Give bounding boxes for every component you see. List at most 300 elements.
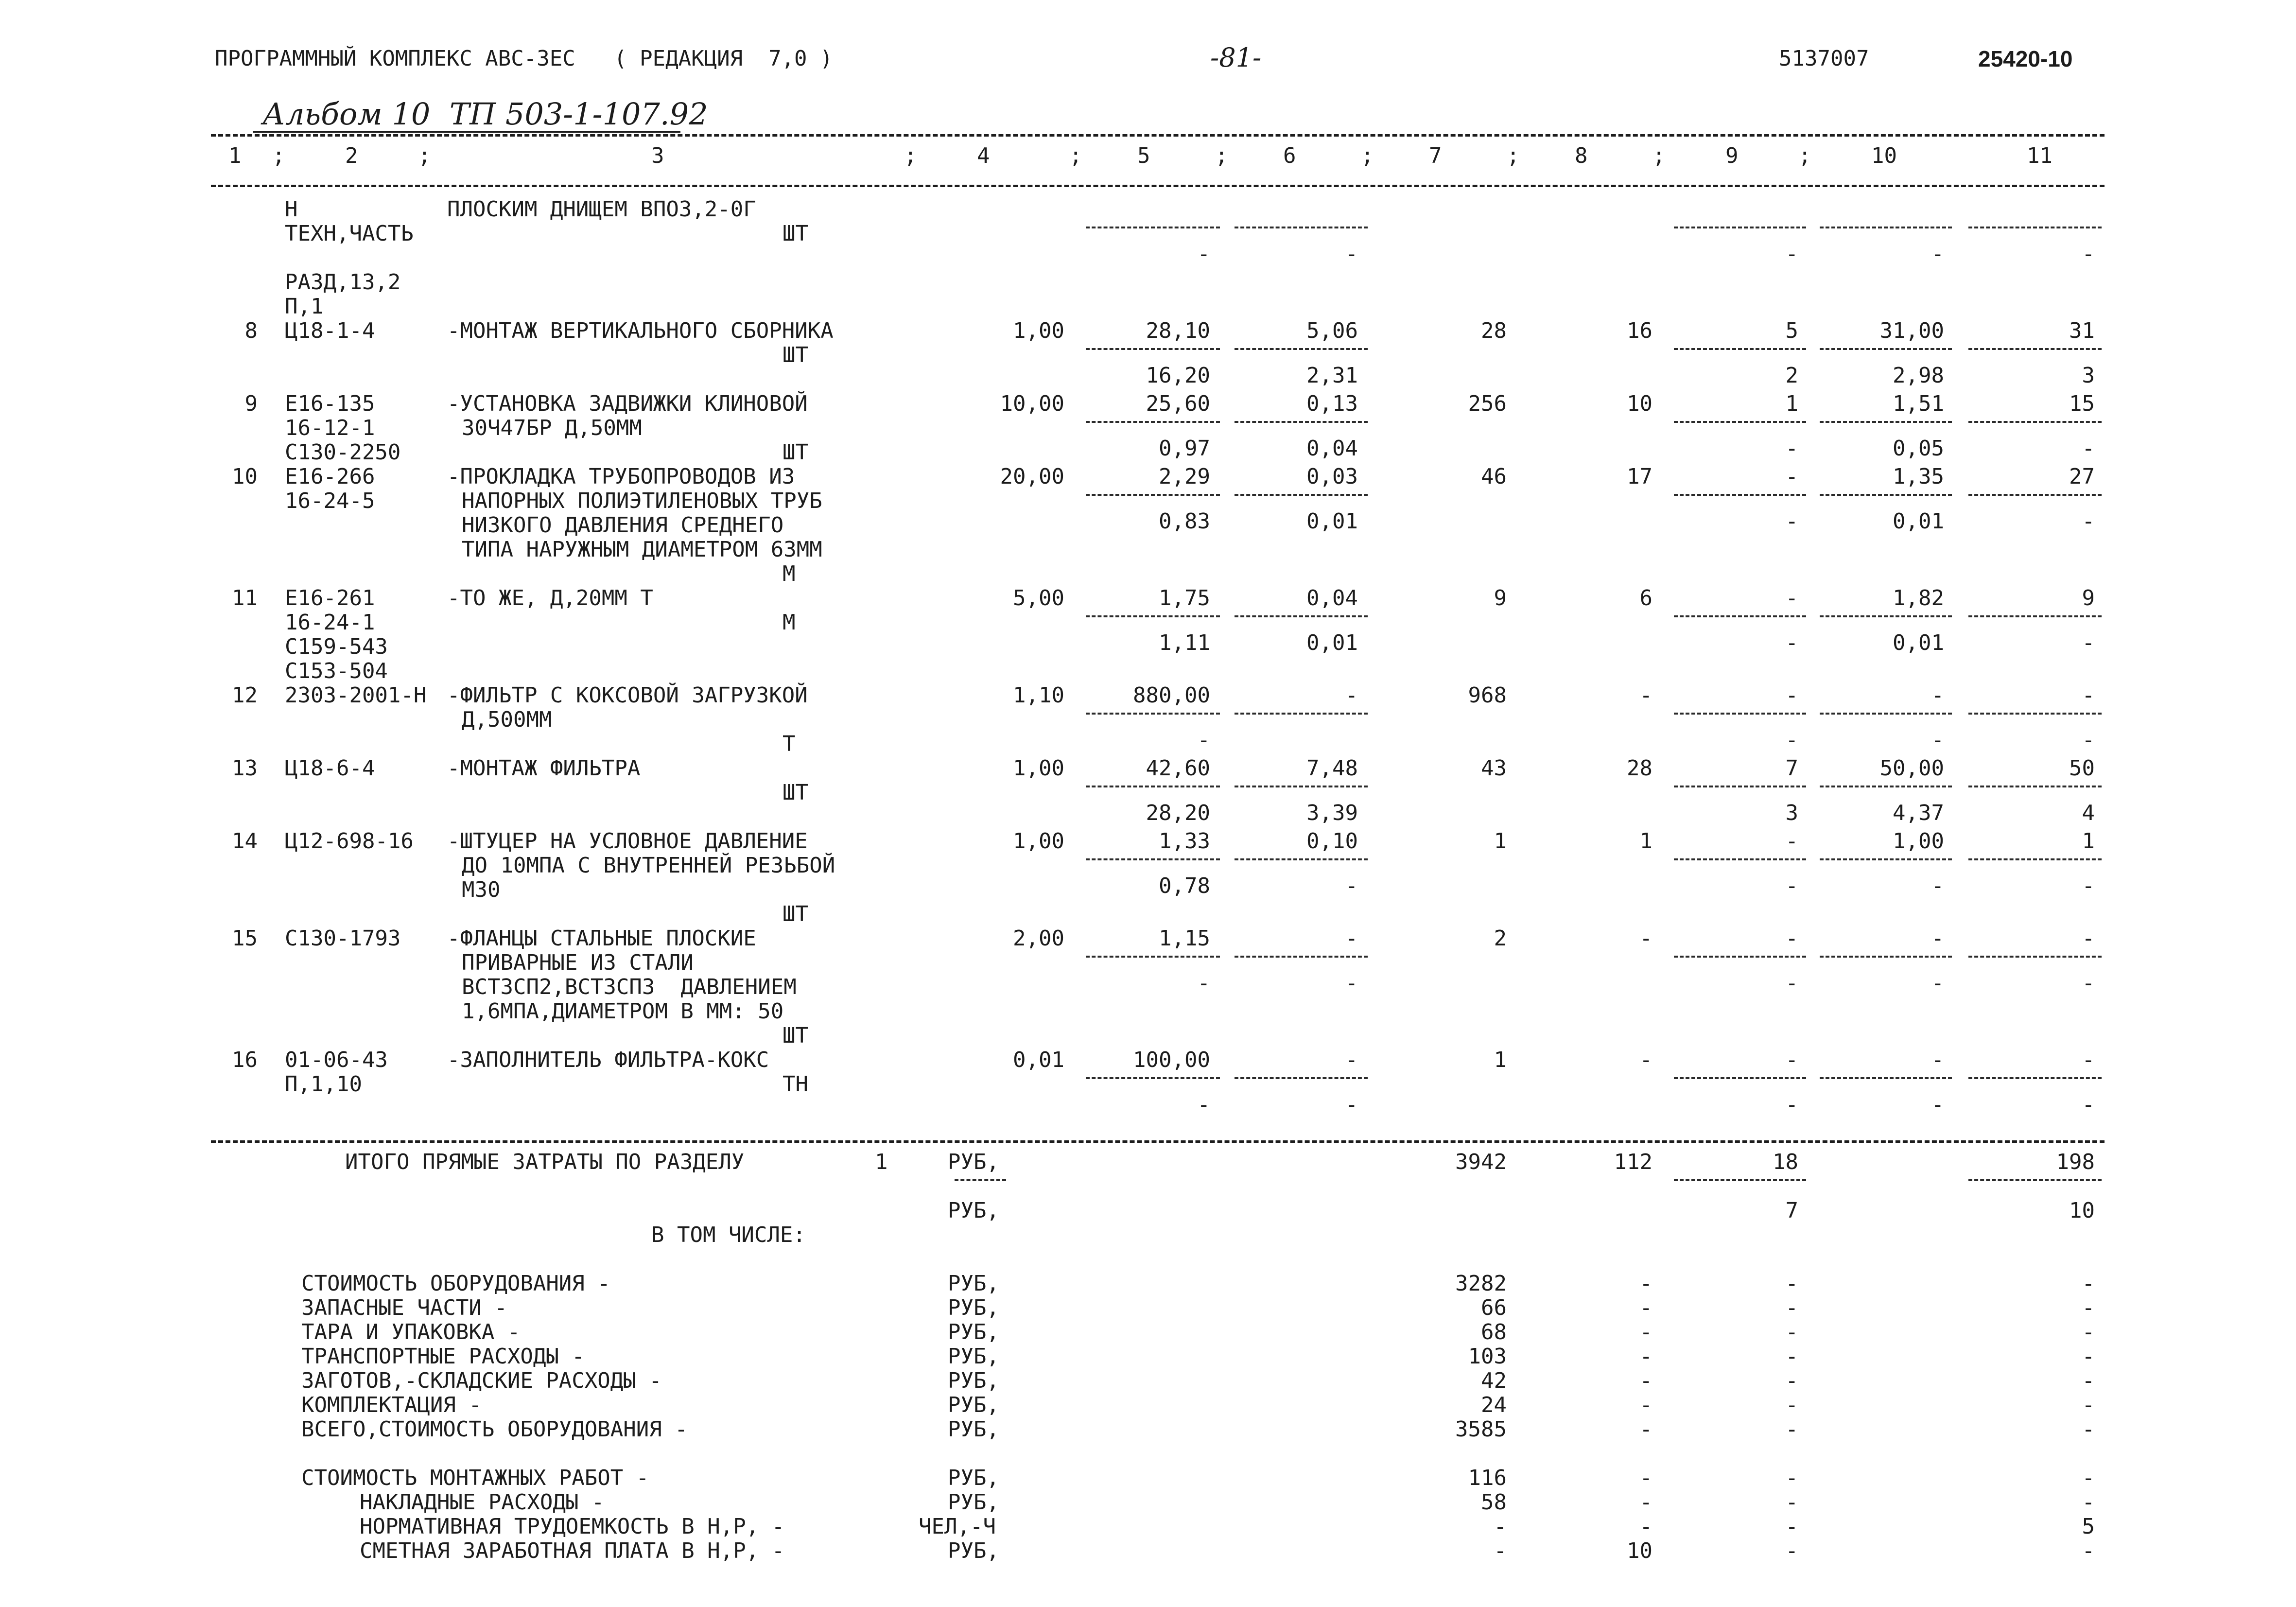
summary-col9: - [1785,1368,1798,1393]
row-col7: 9 [1494,586,1507,611]
row-name: НАПОРНЫХ ПОЛИЭТИЛЕНОВЫХ ТРУБ [462,489,822,513]
row-col6-bottom: 0,01 [1306,509,1358,534]
row-col11-bottom: - [2082,630,2095,655]
row-col10-bottom: 0,01 [1893,630,1944,655]
row-col6-top: 7,48 [1306,756,1358,781]
row-col8: - [1639,926,1652,951]
row-col9-top: 5 [1785,318,1798,343]
summary-col8: - [1639,1344,1652,1369]
column-separator: ; [904,143,917,168]
row-col9-top: - [1785,926,1798,951]
row-quantity: 1,00 [1013,318,1064,343]
row-name: 1,6МПА,ДИАМЕТРОМ В ММ: 50 [462,999,784,1024]
cell-divider-rule [1820,494,1952,496]
row-name: -УСТАНОВКА ЗАДВИЖКИ КЛИНОВОЙ [447,391,808,416]
summary-col8: 10 [1627,1538,1652,1563]
cell-divider-rule [1968,494,2102,496]
row-number: 9 [244,391,258,416]
row-col10-bottom: - [1931,1092,1944,1117]
row-col10-bottom: - [1931,971,1944,996]
row-quantity: 1,00 [1013,829,1064,854]
row-name: -ФИЛЬТР С КОКСОВОЙ ЗАГРУЗКОЙ [447,683,808,708]
cell-divider-rule [1820,858,1952,860]
cell-divider-rule [1235,1077,1368,1079]
totals-title: ИТОГО ПРЯМЫЕ ЗАТРАТЫ ПО РАЗДЕЛУ [345,1150,745,1174]
row-col9-top: 1 [1785,391,1798,416]
row-col8: - [1639,1048,1652,1072]
row-unit: М [783,561,796,586]
summary-col9: - [1785,1538,1798,1563]
row-col7: 1 [1494,829,1507,854]
row-name: -МОНТАЖ ФИЛЬТРА [447,756,641,781]
row-col5-top: 1,33 [1159,829,1210,854]
row-quantity: 2,00 [1013,926,1064,951]
row-code: Е16-261 [285,586,375,611]
summary-col7: 116 [1468,1466,1507,1490]
row-code: ТЕХН,ЧАСТЬ [285,221,414,246]
row-code: 01-06-43 [285,1048,388,1072]
cell-divider-rule [1674,1077,1806,1079]
totals-col11-b: 10 [2069,1198,2095,1223]
summary-col7: 42 [1481,1368,1507,1393]
row-col5-bottom: 16,20 [1146,363,1210,388]
summary-col7: 58 [1481,1490,1507,1515]
row-col6-top: 0,03 [1306,464,1358,489]
summary-unit: РУБ, [948,1320,999,1345]
summary-col9: - [1785,1344,1798,1369]
column-separator: ; [1215,143,1228,168]
album-underline [253,131,680,133]
row-col8: 16 [1627,318,1652,343]
row-code: Ц18-1-4 [285,318,375,343]
row-col11-bottom: - [2082,436,2095,461]
summary-col8: - [1639,1466,1652,1490]
summary-col8: - [1639,1514,1652,1539]
summary-col11: - [2082,1417,2095,1442]
row-col8: 17 [1627,464,1652,489]
totals-unit: РУБ, [948,1150,999,1174]
row-code: 2303-2001-Н [285,683,427,708]
totals-col9: 18 [1773,1150,1798,1174]
cell-divider-rule [1968,956,2102,958]
summary-col11: - [2082,1368,2095,1393]
cell-divider-rule [1235,786,1368,787]
row-col10-top: 1,35 [1893,464,1944,489]
row-col6-bottom: 3,39 [1306,801,1358,825]
summary-label: НАКЛАДНЫЕ РАСХОДЫ - [360,1490,605,1515]
column-number: 4 [977,143,990,168]
row-col9-top: - [1785,586,1798,611]
row-col11-bottom: - [2082,971,2095,996]
row-col9-top: - [1785,829,1798,854]
cell-divider-rule [1086,615,1220,617]
cell-divider-rule [1674,494,1806,496]
summary-col9: - [1785,1417,1798,1442]
row-col6-top: - [1345,926,1358,951]
totals-col7: 3942 [1455,1150,1507,1174]
row-col9-top: - [1785,464,1798,489]
cell-divider-rule [1968,227,2102,228]
cell-divider-rule [1820,615,1952,617]
row-name: ПРИВАРНЫЕ ИЗ СТАЛИ [462,950,694,975]
row-col5-bottom: - [1197,971,1210,996]
summary-label: СТОИМОСТЬ ОБОРУДОВАНИЯ - [301,1271,610,1296]
row-col11-top: 1 [2082,829,2095,854]
column-separator: ; [418,143,431,168]
summary-unit: РУБ, [948,1417,999,1442]
cell-divider-rule [1235,421,1368,423]
row-code: С159-543 [285,634,388,659]
totals-col11-rule [1968,1179,2102,1181]
row-col11-bottom: - [2082,873,2095,898]
cell-divider-rule [1968,615,2102,617]
column-number: 6 [1283,143,1296,168]
row-col10-top: 50,00 [1879,756,1944,781]
summary-col11: - [2082,1320,2095,1345]
summary-col11: 5 [2082,1514,2095,1539]
summary-col8: - [1639,1368,1652,1393]
summary-col9: - [1785,1466,1798,1490]
header-bottom-rule [211,185,2105,187]
row-col7: 1 [1494,1048,1507,1072]
row-quantity: 10,00 [1000,391,1064,416]
cell-divider-rule [1820,786,1952,787]
cell-divider-rule [1674,956,1806,958]
row-col10-bottom: 0,01 [1893,509,1944,534]
column-number: 2 [345,143,358,168]
cell-divider-rule [1235,615,1368,617]
cell-divider-rule [1086,421,1220,423]
row-unit: ТН [783,1072,808,1097]
row-code: РАЗД,13,2 [285,270,401,295]
column-separator: ; [1798,143,1811,168]
row-col5-bottom: - [1197,1092,1210,1117]
column-number: 9 [1725,143,1739,168]
row-name: ТИПА НАРУЖНЫМ ДИАМЕТРОМ 63ММ [462,537,822,562]
row-col9-bottom: - [1785,630,1798,655]
row-col11-top: - [2082,1048,2095,1072]
row-col6-bottom: - [1345,971,1358,996]
summary-col9: - [1785,1271,1798,1296]
row-col8: 10 [1627,391,1652,416]
row-col6-bottom: - [1345,1092,1358,1117]
column-number: 1 [228,143,242,168]
cell-divider-rule [1674,348,1806,350]
totals-col8: 112 [1614,1150,1652,1174]
row-col9-bottom: - [1785,436,1798,461]
row-col10-bottom: 2,98 [1893,363,1944,388]
row-col11-top: - [2082,683,2095,708]
summary-label: ТРАНСПОРТНЫЕ РАСХОДЫ - [301,1344,585,1369]
row-name: -ШТУЦЕР НА УСЛОВНОЕ ДАВЛЕНИЕ [447,829,808,854]
column-separator: ; [1361,143,1374,168]
row-col6-top: 0,13 [1306,391,1358,416]
cell-divider-rule [1968,1077,2102,1079]
totals-col9-b: 7 [1785,1198,1798,1223]
row-number: 16 [232,1048,258,1072]
row-name: ПЛОСКИМ ДНИЩЕМ ВПО3,2-0Г [447,197,756,222]
summary-label: ЗАПАСНЫЕ ЧАСТИ - [301,1295,507,1320]
row-col11-top: 27 [2069,464,2095,489]
row-code: Н [285,197,298,222]
summary-col7: 68 [1481,1320,1507,1345]
row-col10-bottom: - [1931,728,1944,752]
row-col8: - [1639,683,1652,708]
row-col5-bottom: 1,11 [1159,630,1210,655]
row-quantity: 1,00 [1013,756,1064,781]
row-col11-bottom: - [2082,242,2095,266]
summary-col8: - [1639,1271,1652,1296]
cell-divider-rule [1968,713,2102,715]
row-col6-top: 0,10 [1306,829,1358,854]
summary-unit: РУБ, [948,1368,999,1393]
cell-divider-rule [1674,421,1806,423]
cell-divider-rule [1235,858,1368,860]
row-quantity: 20,00 [1000,464,1064,489]
header-top-rule [211,134,2105,137]
row-unit: ШТ [783,780,808,805]
column-number: 3 [651,143,664,168]
row-col11-top: - [2082,926,2095,951]
cell-divider-rule [1674,615,1806,617]
summary-col8: - [1639,1320,1652,1345]
row-quantity: 1,10 [1013,683,1064,708]
row-col9-bottom: - [1785,1092,1798,1117]
row-name: НИЗКОГО ДАВЛЕНИЯ СРЕДНЕГО [462,513,784,538]
column-number: 10 [1871,143,1897,168]
row-col9-bottom: - [1785,728,1798,752]
row-col5-bottom: 0,78 [1159,873,1210,898]
row-col9-bottom: - [1785,873,1798,898]
row-code: С130-1793 [285,926,401,951]
column-number: 8 [1575,143,1588,168]
row-col10-bottom: 4,37 [1893,801,1944,825]
summary-label: СМЕТНАЯ ЗАРАБОТНАЯ ПЛАТА В Н,Р, - [360,1538,785,1563]
row-name: -ТО ЖЕ, Д,20ММ Т [447,586,653,611]
summary-col11: - [2082,1466,2095,1490]
totals-col11: 198 [2056,1150,2095,1174]
row-number: 8 [244,318,258,343]
row-name: -ФЛАНЦЫ СТАЛЬНЫЕ ПЛОСКИЕ [447,926,756,951]
summary-label: ЗАГОТОВ,-СКЛАДСКИЕ РАСХОДЫ - [301,1368,662,1393]
row-col11-top: 15 [2069,391,2095,416]
summary-col9: - [1785,1490,1798,1515]
row-col9-top: - [1785,1048,1798,1072]
row-col6-bottom: 2,31 [1306,363,1358,388]
row-col11-top: 9 [2082,586,2095,611]
row-col10-bottom: 0,05 [1893,436,1944,461]
summary-col7: 3282 [1455,1271,1507,1296]
row-col5-top: 2,29 [1159,464,1210,489]
cell-divider-rule [1674,713,1806,715]
cell-divider-rule [1968,786,2102,787]
row-col5-top: 1,75 [1159,586,1210,611]
column-separator: ; [1507,143,1520,168]
row-code: Ц12-698-16 [285,829,414,854]
row-col6-bottom: - [1345,242,1358,266]
totals-section: 1 [875,1150,888,1174]
row-col9-top: 7 [1785,756,1798,781]
row-code: Ц18-6-4 [285,756,375,781]
summary-label: КОМПЛЕКТАЦИЯ - [301,1393,482,1417]
row-code: 16-24-5 [285,489,375,513]
row-code: П,1 [285,294,324,319]
row-col6-top: 0,04 [1306,586,1358,611]
summary-col11: - [2082,1344,2095,1369]
row-col5-bottom: - [1197,242,1210,266]
cell-divider-rule [1235,494,1368,496]
summary-col9: - [1785,1320,1798,1345]
row-col9-bottom: - [1785,509,1798,534]
summary-col7: 24 [1481,1393,1507,1417]
row-col9-bottom: 2 [1785,363,1798,388]
summary-col8: - [1639,1417,1652,1442]
row-col7: 968 [1468,683,1507,708]
summary-label: ТАРА И УПАКОВКА - [301,1320,521,1345]
row-unit: Т [783,732,796,756]
row-col6-bottom: 0,04 [1306,436,1358,461]
row-col11-top: 31 [2069,318,2095,343]
row-number: 15 [232,926,258,951]
summary-unit: РУБ, [948,1466,999,1490]
row-col6-top: - [1345,683,1358,708]
cell-divider-rule [1820,421,1952,423]
row-col5-bottom: 0,97 [1159,436,1210,461]
row-col6-bottom: - [1345,873,1358,898]
row-number: 10 [232,464,258,489]
row-col11-bottom: 4 [2082,801,2095,825]
summary-col7: - [1494,1538,1507,1563]
row-col7: 2 [1494,926,1507,951]
row-col10-top: 1,00 [1893,829,1944,854]
row-unit: ШТ [783,440,808,465]
summary-col7: 103 [1468,1344,1507,1369]
row-col5-top: 25,60 [1146,391,1210,416]
row-number: 11 [232,586,258,611]
cell-divider-rule [1086,227,1220,228]
row-col8: 6 [1639,586,1652,611]
row-col7: 256 [1468,391,1507,416]
row-col10-bottom: - [1931,873,1944,898]
summary-col9: - [1785,1393,1798,1417]
summary-col11: - [2082,1271,2095,1296]
row-code: С153-504 [285,659,388,683]
column-separator: ; [272,143,285,168]
row-col5-top: 28,10 [1146,318,1210,343]
row-col11-bottom: - [2082,509,2095,534]
row-col5-top: 42,60 [1146,756,1210,781]
cell-divider-rule [1820,227,1952,228]
totals-unit-rule [955,1179,1006,1181]
summary-unit: РУБ, [948,1344,999,1369]
cell-divider-rule [1674,227,1806,228]
row-col11-bottom: - [2082,1092,2095,1117]
summary-label: СТОИМОСТЬ МОНТАЖНЫХ РАБОТ - [301,1466,649,1490]
row-col6-bottom: 0,01 [1306,630,1358,655]
row-col10-top: 1,82 [1893,586,1944,611]
row-quantity: 0,01 [1013,1048,1064,1072]
row-col7: 46 [1481,464,1507,489]
row-col10-top: - [1931,683,1944,708]
cell-divider-rule [1235,713,1368,715]
summary-col9: - [1785,1514,1798,1539]
cell-divider-rule [1820,348,1952,350]
row-col10-bottom: - [1931,242,1944,266]
cell-divider-rule [1968,858,2102,860]
cell-divider-rule [1086,348,1220,350]
row-name: М30 [462,877,501,902]
column-separator: ; [1069,143,1082,168]
row-name: -ЗАПОЛНИТЕЛЬ ФИЛЬТРА-КОКС [447,1048,769,1072]
summary-col11: - [2082,1393,2095,1417]
row-col5-top: 100,00 [1133,1048,1210,1072]
row-unit: ШТ [783,343,808,367]
totals-rule [211,1140,2105,1143]
summary-col11: - [2082,1490,2095,1515]
row-col5-top: 880,00 [1133,683,1210,708]
cell-divider-rule [1086,786,1220,787]
row-unit: ШТ [783,1023,808,1048]
document-code: 5137007 [1779,46,1869,71]
summary-col8: - [1639,1490,1652,1515]
row-code: 16-24-1 [285,610,375,635]
row-col9-bottom: - [1785,971,1798,996]
summary-label: ВСЕГО,СТОИМОСТЬ ОБОРУДОВАНИЯ - [301,1417,688,1442]
row-code: С130-2250 [285,440,401,465]
cell-divider-rule [1968,421,2102,423]
row-col5-bottom: 28,20 [1146,801,1210,825]
cell-divider-rule [1235,956,1368,958]
totals-col9-rule [1674,1179,1806,1181]
row-number: 12 [232,683,258,708]
row-col10-top: 31,00 [1879,318,1944,343]
row-number: 14 [232,829,258,854]
row-name: Д,500ММ [462,707,552,732]
row-col11-bottom: 3 [2082,363,2095,388]
row-col10-top: - [1931,1048,1944,1072]
row-col9-top: - [1785,683,1798,708]
column-number: 11 [2027,143,2052,168]
row-name: ДО 10МПА С ВНУТРЕННЕЙ РЕЗЬБОЙ [462,853,835,878]
row-col6-top: - [1345,1048,1358,1072]
row-col5-top: 1,15 [1159,926,1210,951]
row-col8: 28 [1627,756,1652,781]
cell-divider-rule [1086,858,1220,860]
row-name: 30Ч47БР Д,50ММ [462,416,642,440]
row-col5-bottom: - [1197,728,1210,752]
summary-unit: РУБ, [948,1538,999,1563]
cell-divider-rule [1674,858,1806,860]
row-col8: 1 [1639,829,1652,854]
row-col9-bottom: 3 [1785,801,1798,825]
row-col5-bottom: 0,83 [1159,509,1210,534]
summary-col9: - [1785,1295,1798,1320]
summary-col7: 3585 [1455,1417,1507,1442]
cell-divider-rule [1235,227,1368,228]
cell-divider-rule [1086,956,1220,958]
row-code: Е16-135 [285,391,375,416]
summary-unit: РУБ, [948,1271,999,1296]
cell-divider-rule [1968,348,2102,350]
summary-label: НОРМАТИВНАЯ ТРУДОЕМКОСТЬ В Н,Р, - [360,1514,785,1539]
album-label: Альбом 10 ТП 503-1-107.92 [262,96,708,132]
row-name: -ПРОКЛАДКА ТРУБОПРОВОДОВ ИЗ [447,464,795,489]
row-col7: 43 [1481,756,1507,781]
cell-divider-rule [1820,956,1952,958]
summary-col7: 66 [1481,1295,1507,1320]
row-col7: 28 [1481,318,1507,343]
summary-unit: РУБ, [948,1295,999,1320]
